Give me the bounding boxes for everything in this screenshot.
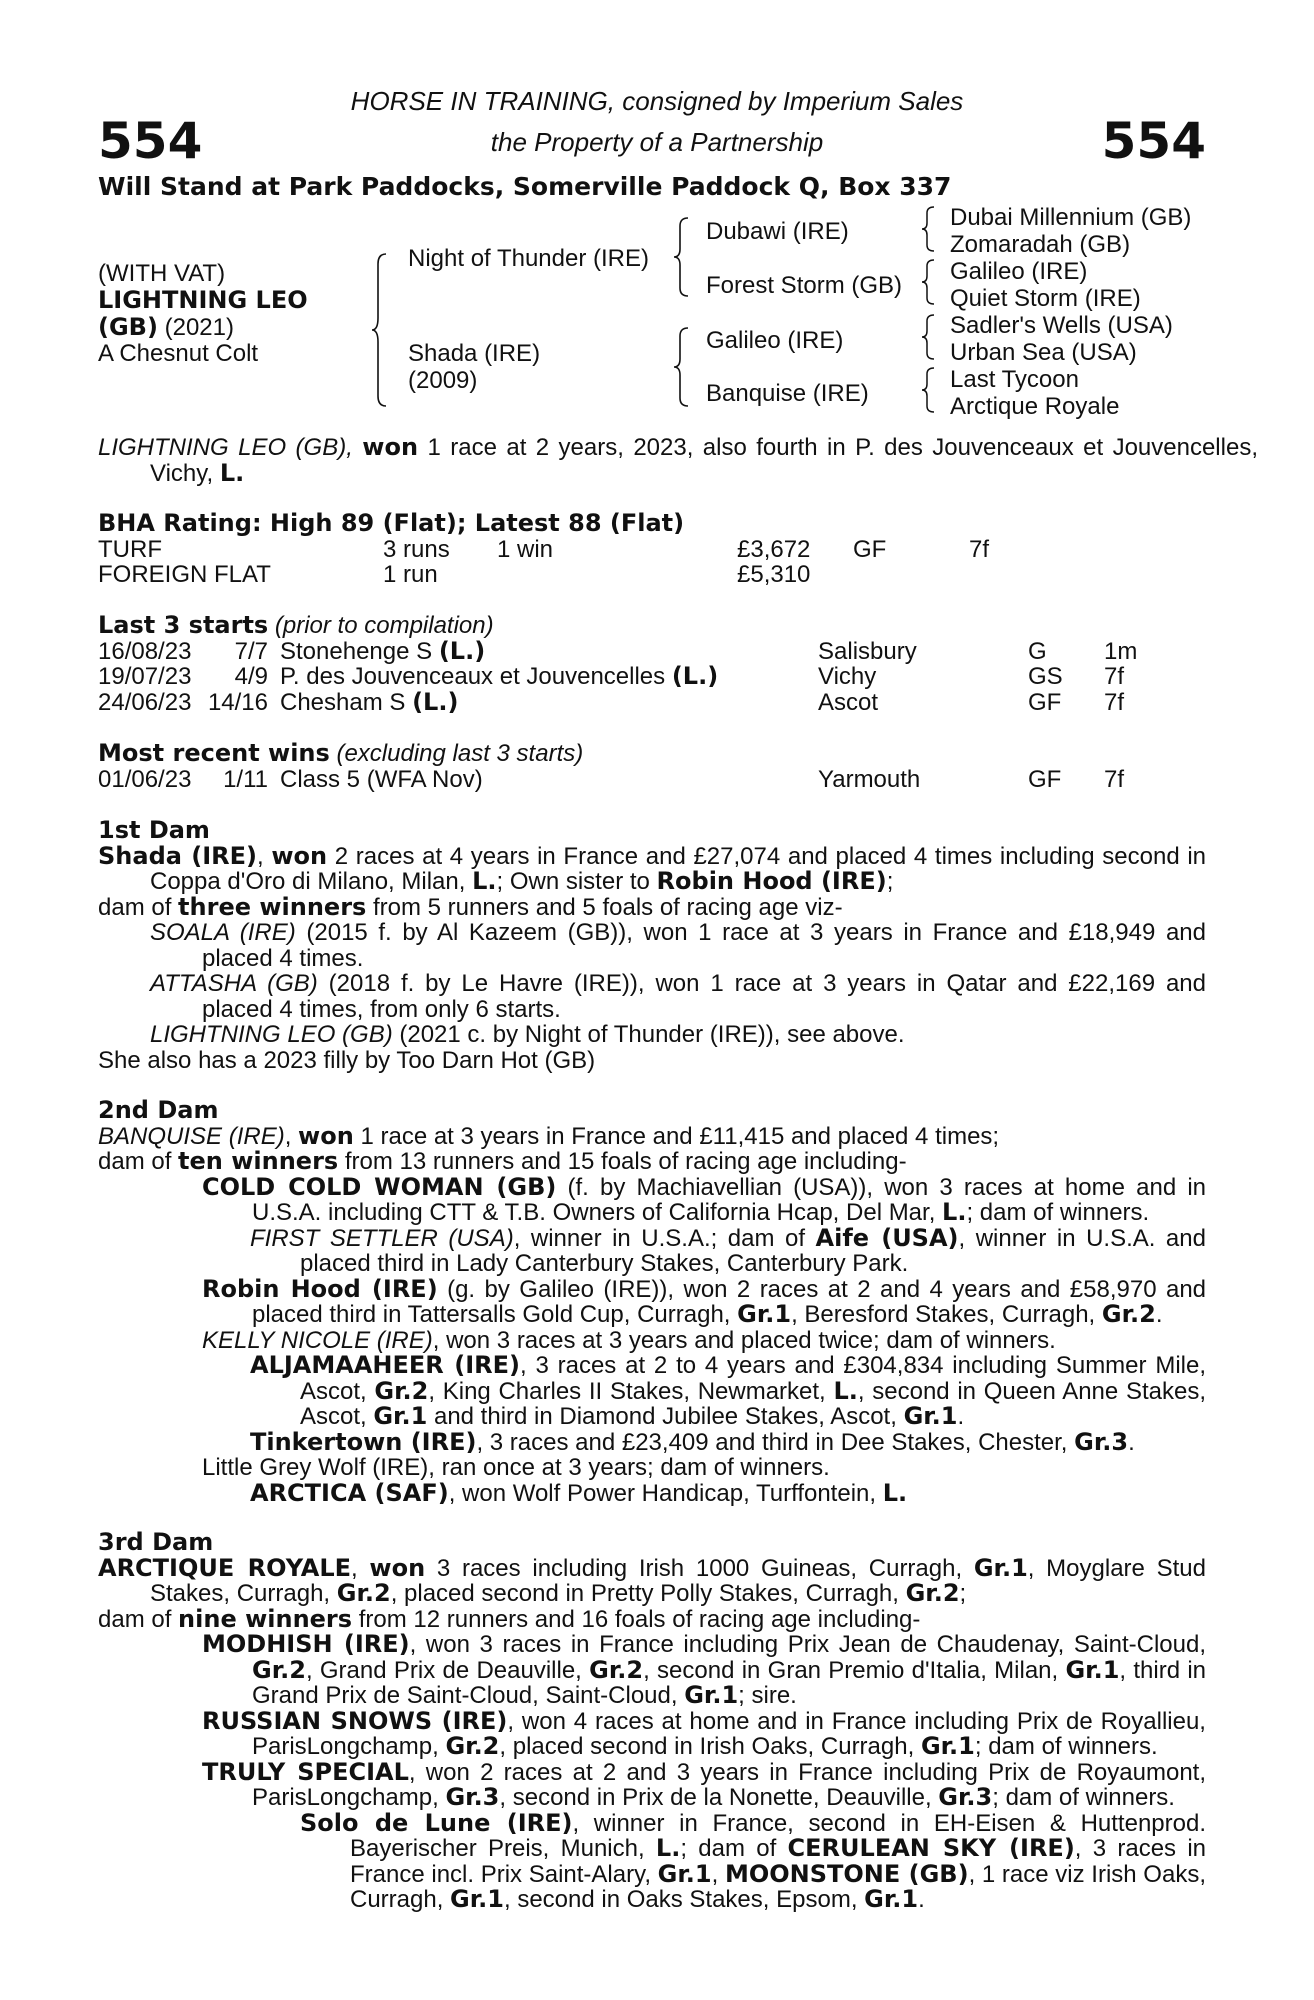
offspring-text: (2018 f. by Le Havre (IRE)), won 1 race at 3 years in Qatar and £22,169 and placed 4 times, from only 6 starts. [202,970,1206,1023]
offspring-grade: Gr.3 [445,1783,500,1811]
offspring-grade: Gr.1 [684,1681,739,1709]
run-course: Vichy [818,663,877,690]
last-3-heading [98,613,1206,639]
dam-text: 3 races including Irish 1000 Guineas, Curragh, [425,1554,974,1582]
pedigree-brace-ss [920,205,940,253]
header-consignor: HORSE IN TRAINING, consigned by Imperium Sales [350,86,964,116]
offspring-robin-hood [98,1274,1207,1328]
pedigree-ssd: Zomaradah (GB) [950,231,1131,258]
run-going: G [1028,637,1047,665]
offspring-text2: , King Charles II Stakes, Newmarket, [428,1377,834,1405]
offspring-text: , won Wolf Power Handicap, Turffontein, [448,1479,883,1507]
second-dam-section [98,1098,1206,1506]
run-grade: (L.) [438,636,486,665]
grandoffspring-arctica [98,1478,1206,1507]
offspring-cold-cold-woman [98,1172,1207,1226]
table-row [98,537,989,563]
dam-end: ; [959,1580,967,1607]
pedigree-dds: Last Tycoon [950,366,1079,393]
bha-type: FOREIGN FLAT [98,561,271,588]
run-position: 7/7 [234,637,268,665]
run-race-name: P. des Jouvenceaux et Jouvencelles [280,663,672,690]
pedigree-dam-sire: Galileo (IRE) [706,327,844,354]
win-going: GF [1028,765,1062,793]
grandoffspring-aljamaaheer [98,1353,1206,1430]
bha-runs: 3 runs [383,535,450,563]
run-dist: 7f [1104,663,1125,690]
pedigree-dam-year: (2009) [408,367,478,394]
offspring-grade: Gr.2 [1101,1300,1156,1328]
offspring-grade: Gr.1 [920,1732,975,1760]
bha-wins [497,562,737,588]
offspring-text3: , 3 races in France incl. Prix Saint-Alary, [350,1835,1206,1888]
recent-wins-heading [98,741,1206,767]
run-going: GS [1028,663,1063,690]
win-course: Yarmouth [818,765,921,793]
run-course: Ascot [818,688,879,716]
offspring-text2: , second in Prix de la Nonette, Deauville, [499,1784,939,1811]
dam-sep: , [351,1554,370,1582]
pedigree-sire: Night of Thunder (IRE) [408,245,649,272]
dam-name: BANQUISE (IRE) [98,1122,285,1150]
run-race-name: Stonehenge S [280,637,439,665]
pedigree-brace-ds [920,313,940,361]
offspring-grade: Gr.1 [1065,1655,1120,1684]
offspring-text: (2021 c. by Night of Thunder (IRE)), see above. [392,1021,905,1048]
bha-going [853,562,969,588]
summary-text: 1 race at 2 years, 2023, also fourth in P. des Jouvenceaux et Jouvencelles, Vichy, [150,434,1258,487]
header-property: the Property of a Partnership [490,127,824,157]
dam-sister: Robin Hood (IRE) [656,867,887,895]
table-row [98,690,1137,716]
table-row [98,639,1137,665]
first-dam-section [98,818,1206,1073]
dam-won: won [271,841,328,870]
third-dam-record [98,1553,1206,1607]
offspring-text: , won 4 races at home and in France including Prix de Royallieu, ParisLongchamp, [252,1707,1206,1760]
run-position: 14/16 [207,688,268,716]
produce-winners: nine winners [178,1604,353,1633]
dam-grade: Gr.1 [973,1553,1028,1582]
pedigree-dss: Sadler's Wells (USA) [950,312,1173,339]
offspring-text: , winner in France, second in EH-Eisen & Huttenprod. Bayerischer Preis, Munich, [350,1809,1206,1862]
horse-name: LIGHTNING LEO [98,286,308,314]
offspring-name: TRULY SPECIAL [202,1757,409,1786]
offspring-end: . [1128,1428,1135,1456]
run-race [280,687,818,716]
run-race-name: Chesham S [280,688,413,716]
dam-grade: Gr.2 [905,1579,960,1607]
bha-going: GF [853,535,887,563]
lot-number-right: 554 [1101,112,1206,170]
offspring-text2: , Grand Prix de Deauville, [305,1656,590,1684]
dam-text: 2 races at 4 years in France and £27,074 and placed 4 times including second in Coppa d'Oro di Milano, Milan, [150,842,1207,895]
offspring-end: . [957,1403,965,1430]
offspring-kelly-nicole [98,1328,1206,1354]
offspring-truly-special [98,1757,1206,1811]
horse-country: (GB) [98,313,158,341]
pedigree-brace-dd [920,366,940,414]
offspring-end: . [918,1886,925,1913]
offspring-grade: Gr.1 [373,1402,428,1430]
pedigree-brace-sire [672,216,696,298]
offspring-end: ; sire. [738,1682,797,1709]
dam-won: won [298,1121,354,1150]
bha-title: BHA Rating: High 89 (Flat); Latest 88 (Flat) [98,509,685,537]
offspring-grade: Gr.3 [938,1783,993,1811]
offspring-grade: Gr.2 [374,1376,429,1405]
second-dam-record: BANQUISE (IRE), won 1 race at 3 years in France and £11,415 and placed 4 times; [98,1121,1000,1150]
offspring-grade: Gr.2 [589,1655,644,1684]
run-race [280,636,818,665]
recent-wins-table [98,767,1124,793]
offspring-text4: , 1 race viz Irish Oaks, Curragh, [350,1860,1206,1913]
summary-horse-name: LIGHTNING LEO (GB), [98,434,353,461]
offspring-text: , 3 races and £23,409 and third in Dee Stakes, Chester, [476,1428,1075,1456]
offspring-grade: Gr.3 [1074,1427,1129,1456]
summary-listed: L. [219,458,245,487]
produce-c: from 12 runners and 16 foals of racing age including- [352,1605,921,1633]
offspring-bold: CERULEAN SKY (IRE) [787,1834,1075,1862]
produce-c: from 5 runners and 5 foals of racing age viz- [366,893,843,921]
offspring-text3: , second in Queen Anne Stakes, Ascot, [300,1377,1206,1430]
stand-location: Will Stand at Park Paddocks, Somerville Paddock Q, Box 337 [98,172,952,201]
dam-text: 1 race at 3 years in France and £11,415 and placed 4 times; [353,1122,1000,1150]
offspring-listed: L. [882,1478,908,1507]
bha-type: TURF [98,535,162,563]
recent-wins-note: (excluding last 3 starts) [329,740,584,767]
offspring-grade: Gr.1 [737,1300,792,1328]
horse-origin-year [98,313,234,342]
grandoffspring-tinkertown [98,1427,1206,1456]
pedigree-dam-dam: Banquise (IRE) [706,380,869,407]
offspring-grade: Gr.1 [450,1885,504,1913]
offspring-attasha [98,971,1206,1022]
run-date: 16/08/23 [98,637,192,665]
offspring-text: , won 3 races at 3 years and placed twice; dam of winners. [432,1326,1056,1354]
table-row [98,664,1137,690]
offspring-name: SOALA (IRE) [150,919,296,946]
pedigree-sss: Dubai Millennium (GB) [950,204,1192,231]
run-grade: (L.) [671,662,719,690]
offspring-end: ; dam of winners. [974,1733,1158,1760]
offspring-text5: , second in Oaks Stakes, Epsom, [503,1886,865,1913]
offspring-name: Robin Hood (IRE) [202,1274,438,1303]
offspring-russian-snows [98,1706,1206,1760]
offspring-grade: Gr.1 [903,1402,958,1430]
pedigree-brace-dam [672,326,696,408]
table-row [98,767,1124,793]
offspring-text: , winner in U.S.A.; dam of [513,1224,816,1252]
second-dam-title: 2nd Dam [98,1096,219,1124]
run-dist: 1m [1104,637,1138,665]
offspring-name: MODHISH (IRE) [202,1630,410,1658]
dam-text2: , Moyglare Stud Stakes, Curragh, [150,1554,1206,1607]
offspring-name: Tinkertown (IRE) [250,1427,477,1456]
first-dam-record: Shada (IRE), won 2 races at 4 years in France and £27,074 and placed 4 times including second in Coppa d'Oro di Milano, Milan, L.; Own sister to Robin Hood (IRE); [98,841,1207,895]
dam-name: ARCTIQUE ROYALE [98,1553,352,1582]
first-dam-extra: She also has a 2023 filly by Too Darn Hot (GB) [98,1046,596,1074]
run-position: 4/9 [234,663,268,690]
offspring-text3: , second in Gran Premio d'Italia, Milan, [643,1656,1066,1684]
pedigree-dsd: Urban Sea (USA) [950,339,1137,366]
offspring-text4: and third in Diamond Jubilee Stakes, Ascot, [427,1403,904,1430]
last-3-table [98,636,1138,716]
run-going: GF [1028,688,1062,716]
offspring-end: , winner in U.S.A. and placed third in Lady Canterbury Stakes, Canterbury Park. [300,1224,1206,1277]
summary-won: won [362,433,419,461]
bha-table [98,537,989,588]
dam-text3: , placed second in Pretty Polly Stakes, Curragh, [390,1580,906,1607]
offspring-listed: L. [942,1198,967,1226]
offspring-listed: L. [833,1376,858,1405]
produce-winners: ten winners [178,1147,339,1175]
dam-name: Shada (IRE) [98,841,258,870]
pedigree-brace-sd [920,258,940,306]
recent-wins-section [98,741,1206,792]
offspring-name: FIRST SETTLER (USA) [250,1224,514,1252]
pedigree-sdd: Quiet Storm (IRE) [950,285,1141,312]
offspring-name: KELLY NICOLE (IRE) [202,1326,433,1354]
offspring-end: ; dam of winners. [966,1199,1150,1226]
offspring-name: COLD COLD WOMAN (GB) [202,1172,557,1201]
win-position: 1/11 [223,765,268,793]
offspring-name: Solo de Lune (IRE) [300,1808,573,1837]
pedigree-ddd: Arctique Royale [950,393,1120,420]
offspring-text: (g. by Galileo (IRE)), won 2 races at 2 and 4 years and £58,970 and placed third in Tattersalls Gold Cup, Curragh, [252,1275,1207,1328]
dam-listed: L. [472,867,497,895]
dam-end: ; [886,868,894,895]
offspring-modhish [98,1632,1206,1709]
run-course: Salisbury [818,637,917,665]
bha-dist [969,562,989,588]
offspring-lightning-leo [98,1022,1206,1048]
offspring-text2: , Beresford Stakes, Curragh, [791,1301,1102,1328]
second-dam-produce [98,1149,1206,1175]
run-date: 19/07/23 [98,663,192,690]
bha-dist: 7f [969,535,990,563]
run-date: 24/06/23 [98,688,192,716]
last-3-starts-section [98,613,1206,715]
offspring-text: (2015 f. by Al Kazeem (GB)), won 1 race at 3 years in France and £18,949 and placed 4 times. [202,919,1206,972]
bha-wins: 1 win [497,535,554,563]
pedigree-sds: Galileo (IRE) [950,258,1088,285]
produce-a: dam of [98,893,179,921]
offspring-grade: Gr.1 [864,1885,919,1913]
race-summary [98,435,1258,486]
offspring-text: , won 2 races at 2 and 3 years in France including Prix de Royaumont, ParisLongchamp, [252,1758,1206,1811]
bha-runs: 1 run [383,561,438,588]
third-dam-title: 3rd Dam [98,1528,214,1556]
produce-winners: three winners [178,892,367,921]
dam-text2: ; Own sister to [496,868,657,895]
produce-c: from 13 runners and 15 foals of racing age including- [338,1148,907,1175]
first-dam-title: 1st Dam [98,816,210,844]
offspring-soala [98,920,1206,971]
bha-prize: £5,310 [737,561,811,588]
offspring-little-grey-wolf: Little Grey Wolf (IRE), ran once at 3 years; dam of winners. [202,1454,830,1481]
offspring-name: ALJAMAAHEER (IRE) [250,1351,520,1379]
pedigree-dam: Shada (IRE) [408,340,541,367]
win-dist: 7f [1104,765,1125,793]
offspring-grade: Gr.1 [657,1859,712,1888]
horse-description: A Chesnut Colt [98,340,259,367]
recent-wins-title: Most recent wins [98,739,330,767]
dam-grade: Gr.2 [336,1579,391,1607]
offspring-text4: , third in Grand Prix de Saint-Cloud, Saint-Cloud, [252,1656,1207,1709]
produce-a: dam of [98,1605,179,1633]
lot-number-left: 554 [98,112,203,170]
last-3-note: (prior to compilation) [268,612,494,639]
offspring-text: (f. by Machiavellian (USA)), won 3 races at home and in U.S.A. including CTT & T.B. Owners of California Hcap, Del Mar, [252,1173,1207,1226]
run-grade: (L.) [412,687,459,716]
offspring-name: RUSSIAN SNOWS (IRE) [202,1706,508,1735]
table-row [98,562,989,588]
pedigree-brace-gen1 [370,252,394,408]
grandoffspring-first-settler [98,1223,1206,1277]
offspring-name: ATTASHA (GB) [150,970,318,997]
offspring-text2: , placed second in Irish Oaks, Curragh, [499,1733,921,1760]
win-date: 01/06/23 [98,765,192,793]
vat-note: (WITH VAT) [98,260,226,287]
bha-prize: £3,672 [737,535,811,563]
offspring-text: , 3 races at 2 to 4 years and £304,834 including Summer Mile, Ascot, [300,1352,1206,1405]
dam-won: won [369,1553,426,1582]
horse-year: (2021) [157,314,234,341]
bha-section [98,511,1206,588]
grandoffspring-solo-de-lune [98,1808,1206,1913]
first-dam-produce [98,892,1206,921]
win-race: Class 5 (WFA Nov) [280,765,483,793]
produce-a: dam of [98,1148,179,1175]
third-dam-section [98,1530,1206,1913]
pedigree-sire-sire: Dubawi (IRE) [706,218,849,245]
offspring-bold: MOONSTONE (GB) [724,1859,969,1888]
pedigree-sire-dam: Forest Storm (GB) [706,272,903,299]
offspring-sep: , [711,1860,725,1888]
run-dist: 7f [1104,688,1125,716]
third-dam-produce [98,1604,1206,1633]
run-race [280,664,818,690]
offspring-name: LIGHTNING LEO (GB) [150,1021,393,1048]
offspring-grade: Gr.2 [445,1732,500,1760]
offspring-end: ; dam of winners. [992,1784,1175,1811]
offspring-grade: Gr.2 [252,1655,306,1684]
offspring-listed: L. [655,1834,681,1862]
offspring-text: , won 3 races in France including Prix Jean de Chaudenay, Saint-Cloud, [409,1631,1206,1658]
offspring-bold: Aife (USA) [815,1223,959,1252]
offspring-text2: ; dam of [680,1835,788,1862]
last-3-title: Last 3 starts [98,611,269,639]
offspring-end: . [1155,1301,1163,1328]
offspring-name: ARCTICA (SAF) [250,1478,449,1507]
